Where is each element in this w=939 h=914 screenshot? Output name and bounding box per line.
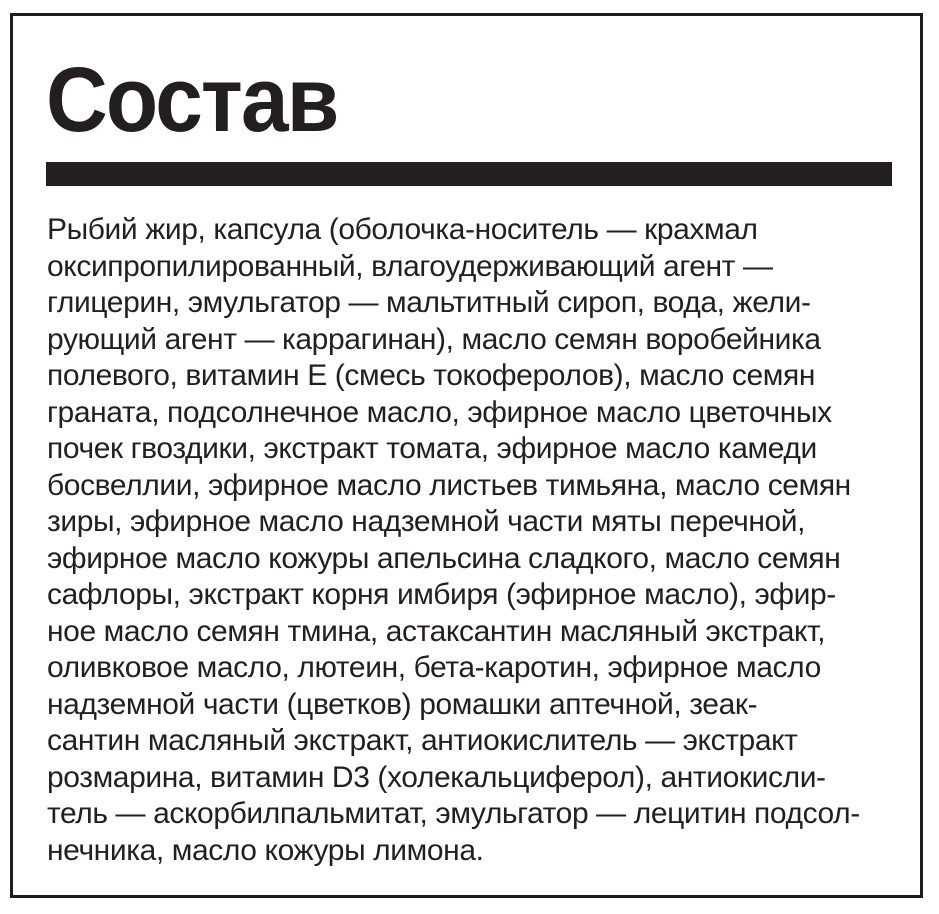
ingredients-paragraph <box>47 212 907 869</box>
ingredients-line: почек гвоздики, экстракт томата, эфирное масло камеди <box>47 432 817 465</box>
ingredients-line: граната, подсолнечное масло, эфирное масло цветочных <box>47 395 832 429</box>
ingredients-line: эфирное масло кожуры апельсина сладкого, масло семян <box>47 541 841 575</box>
ingredients-line: ное масло семян тмина, астаксантин масляный экстракт, <box>47 614 826 648</box>
section-title: Состав <box>46 49 338 151</box>
title-underline-bar <box>46 162 892 186</box>
ingredients-line: зиры, эфирное масло надземной части мяты перечной, <box>47 505 806 538</box>
ingredients-line: розмарина, витамин D3 (холекальциферол), антиокисли- <box>47 760 826 794</box>
ingredients-line: оксипропилированный, влагоудерживающий агент — <box>47 249 773 283</box>
ingredients-line: сантин масляный экстракт, антиокислитель — экстракт <box>47 724 798 757</box>
ingredients-line: тель — аскорбилпальмитат, эмульгатор — лецитин подсол- <box>47 797 860 830</box>
ingredients-line: рующий агент — каррагинан), масло семян воробейника <box>47 322 821 356</box>
ingredients-line: Рыбий жир, капсула (оболочка-носитель — крахмал <box>47 213 758 246</box>
ingredients-line: полевого, витамин E (смесь токоферолов), масло семян <box>47 359 815 392</box>
ingredients-line: глицерин, эмульгатор — мальтитный сироп, вода, жели- <box>47 286 811 319</box>
ingredients-line: надземной части (цветков) ромашки аптечной, зеак- <box>47 687 758 721</box>
ingredients-line: оливковое масло, лютеин, бета-каротин, эфирное масло <box>47 651 821 684</box>
ingredients-line: нечника, масло кожуры лимона. <box>47 833 484 867</box>
card-frame <box>10 13 923 898</box>
ingredients-line: сафлоры, экстракт корня имбиря (эфирное масло), эфир- <box>47 578 836 611</box>
ingredients-line: босвеллии, эфирное масло листьев тимьяна, масло семян <box>47 468 851 502</box>
